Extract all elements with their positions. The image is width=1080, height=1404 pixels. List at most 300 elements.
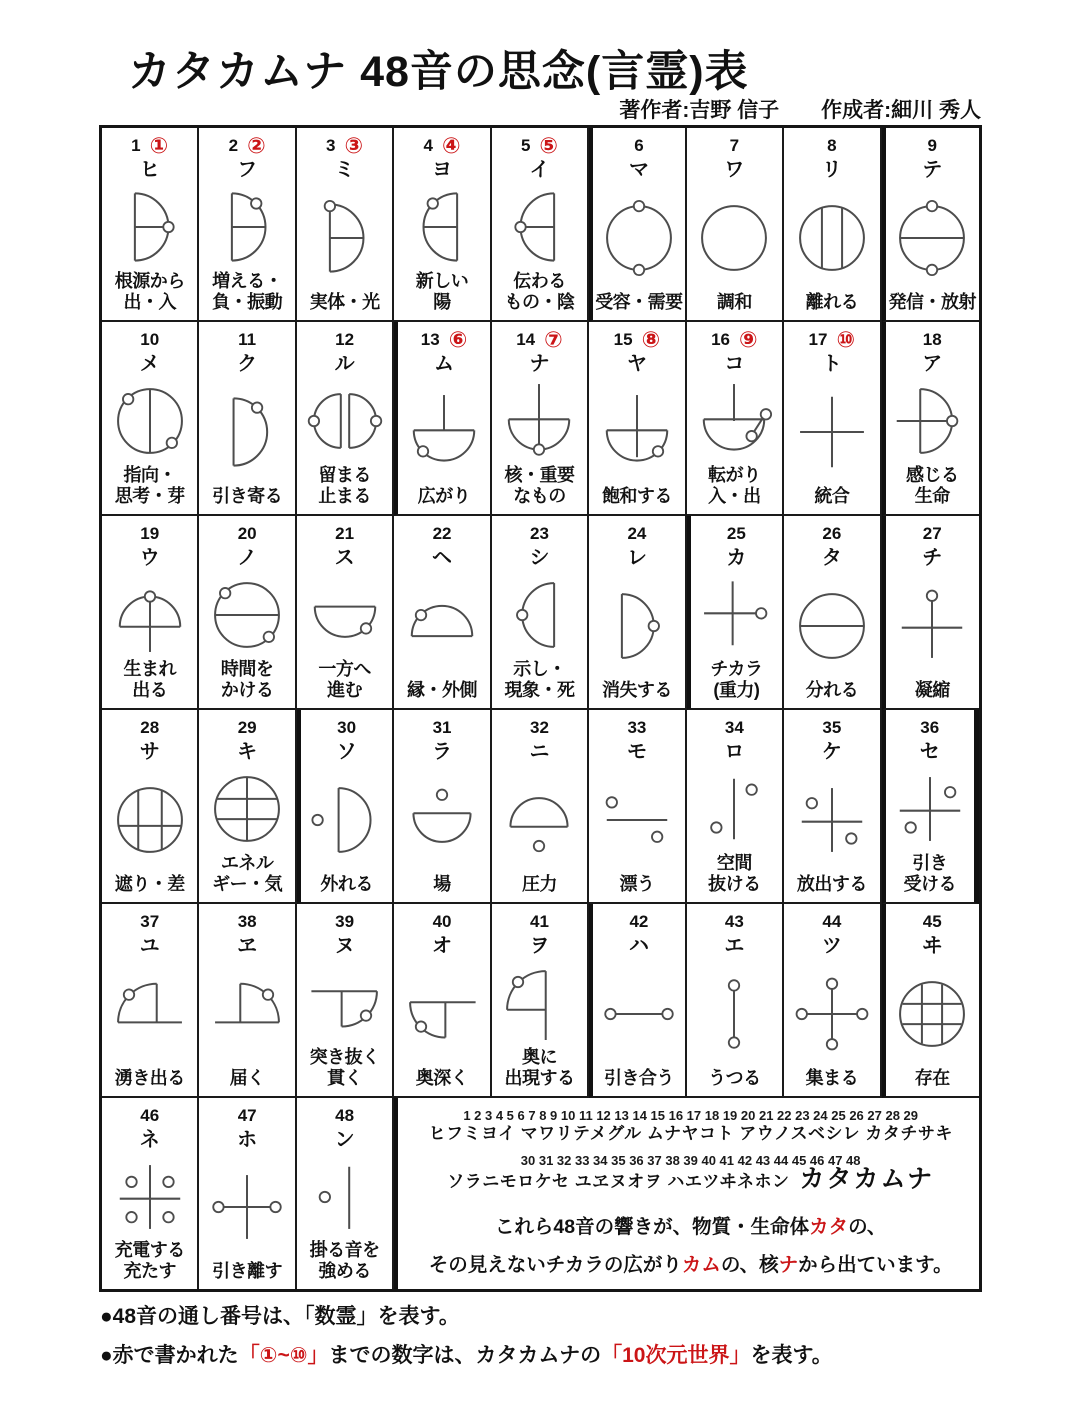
cell-kana: オ <box>432 935 453 957</box>
cell-number-row <box>140 327 159 352</box>
cell-number-row <box>421 327 468 352</box>
cell-meaning: 飽和する <box>601 486 672 506</box>
cell-kana: フ <box>237 159 258 181</box>
katakamuna-glyph-39-icon <box>303 961 387 1045</box>
song-number-line-2: 30 31 32 33 34 35 36 37 38 39 40 41 42 43 44 45 46 47 48 <box>520 1153 861 1168</box>
katakamuna-glyph-26-icon <box>790 584 874 668</box>
cell-kana: ヱ <box>237 935 258 957</box>
glyph-box <box>886 765 974 853</box>
katakamuna-glyph-18-icon <box>890 379 974 463</box>
cell-kana: テ <box>922 159 943 181</box>
cell-number: 2 <box>228 136 239 155</box>
cell-number-row <box>335 909 354 934</box>
glyph-box <box>691 571 782 659</box>
katakamuna-glyph-35-icon <box>790 778 874 862</box>
sound-cell-40 <box>394 904 491 1098</box>
cell-number: 36 <box>920 718 940 737</box>
cell-kana: ウ <box>139 547 160 569</box>
glyph-box <box>886 183 979 292</box>
glyph-box <box>394 765 489 874</box>
cell-meaning: 消失する <box>601 680 672 700</box>
katakamuna-glyph-5-icon <box>497 185 581 269</box>
cell-meaning: 漂う <box>619 874 655 894</box>
sound-cell-7 <box>687 128 784 322</box>
song-kana-line-2: ソラニモロケセ ユヱヌオヲ ハエツヰネホン カタカムナ <box>447 1165 935 1193</box>
cell-number-row <box>238 1103 257 1128</box>
glyph-box <box>492 377 587 465</box>
sound-cell-5 <box>492 128 589 322</box>
katakamuna-glyph-24-icon <box>595 584 679 668</box>
sound-cell-47 <box>199 1098 296 1289</box>
cell-number: 13 <box>420 330 440 349</box>
sound-cell-34 <box>687 710 784 904</box>
glyph-box <box>784 377 879 486</box>
cell-number-row <box>725 715 744 740</box>
cell-number: 25 <box>726 524 746 543</box>
katakamuna-glyph-32-icon <box>497 778 581 862</box>
sound-cell-18 <box>882 322 979 516</box>
cell-meaning: 凝縮 <box>914 680 950 700</box>
sound-cell-41 <box>492 904 589 1098</box>
cell-kana: セ <box>919 741 940 763</box>
cell-number-row <box>140 521 159 546</box>
katakamuna-glyph-15-icon <box>595 390 679 474</box>
sound-cell-21 <box>297 516 394 710</box>
sound-cell-38 <box>199 904 296 1098</box>
cell-number: 14 <box>516 330 536 349</box>
cell-number: 22 <box>432 524 452 543</box>
cell-number: 32 <box>530 718 549 737</box>
glyph-box <box>394 959 489 1068</box>
cell-kana: ヒ <box>139 159 160 181</box>
cell-meaning: 感じる 生命 <box>906 465 959 506</box>
cell-kana: ク <box>237 353 258 375</box>
cell-kana: ナ <box>529 353 550 375</box>
cell-number: 17 <box>808 330 828 349</box>
cell-number-row <box>140 1103 159 1128</box>
cell-number-row <box>530 521 549 546</box>
glyph-box <box>297 183 392 292</box>
cell-number-row <box>229 133 266 158</box>
cell-kana: ハ <box>628 935 649 957</box>
katakamuna-glyph-47-icon <box>205 1165 289 1249</box>
glyph-box <box>102 765 197 874</box>
cell-number: 11 <box>238 330 257 349</box>
cell-meaning: 時間を かける <box>220 659 274 700</box>
cell-meaning: 突き抜く 貫く <box>309 1047 380 1088</box>
sentence1-segment: の、 <box>848 1216 887 1238</box>
cell-number: 40 <box>432 912 452 931</box>
cell-number: 7 <box>729 136 740 155</box>
cell-number: 27 <box>922 524 942 543</box>
katakamuna-glyph-45-icon <box>890 972 974 1056</box>
katakamuna-glyph-31-icon <box>400 778 484 862</box>
glyph-box <box>199 1153 294 1261</box>
circled-dimension-number: ② <box>247 132 266 158</box>
cell-number: 37 <box>140 912 160 931</box>
cell-number-row <box>923 327 942 352</box>
cell-number-row <box>335 327 354 352</box>
sound-cell-27 <box>882 516 979 710</box>
cell-kana: ヲ <box>529 935 550 957</box>
katakamuna-glyph-10-icon <box>108 379 192 463</box>
glyph-box <box>199 183 294 271</box>
katakamuna-glyph-33-icon <box>595 778 679 862</box>
cell-kana: シ <box>529 547 550 569</box>
katakamuna-glyph-43-icon <box>692 972 776 1056</box>
cell-kana: リ <box>821 159 842 181</box>
katakamuna-glyph-1-icon <box>108 185 192 269</box>
footnote-2-segment: 「①~⑩」 <box>238 1344 329 1367</box>
cell-meaning: 引き寄る <box>212 486 283 506</box>
cell-number: 3 <box>326 136 336 155</box>
cell-kana: ヤ <box>626 353 647 375</box>
cell-number-row <box>822 715 841 740</box>
sound-table <box>99 125 982 1292</box>
cell-meaning: 縁・外側 <box>407 680 478 700</box>
katakamuna-glyph-40-icon <box>400 972 484 1056</box>
glyph-box <box>297 1153 392 1240</box>
circled-dimension-number: ⑦ <box>544 326 563 352</box>
cell-number-row <box>827 133 836 158</box>
cell-meaning: 核・重要 なもの <box>504 465 575 506</box>
cell-number: 43 <box>724 912 744 931</box>
cell-kana: ニ <box>529 741 550 763</box>
cell-number: 39 <box>335 912 355 931</box>
katakamuna-glyph-6-icon <box>597 196 681 280</box>
circled-dimension-number: ⑨ <box>739 326 758 352</box>
cell-number-row <box>238 521 257 546</box>
glyph-box <box>199 959 294 1068</box>
glyph-box <box>199 377 294 486</box>
katakamuna-glyph-36-icon <box>888 767 972 851</box>
katakamuna-glyph-17-icon <box>790 390 874 474</box>
cell-number: 19 <box>140 524 160 543</box>
cell-meaning: 引き 受ける <box>903 853 957 894</box>
cell-meaning: 空間 抜ける <box>708 853 761 894</box>
glyph-box <box>593 183 684 292</box>
cell-meaning: 留まる 止まる <box>318 465 371 506</box>
cell-number: 38 <box>237 912 257 931</box>
katakamuna-glyph-9-icon <box>890 196 974 280</box>
cell-kana: ミ <box>334 159 355 181</box>
page-title: カタカムナ 48音の思念(言霊)表 <box>128 48 749 96</box>
sound-cell-44 <box>784 904 881 1098</box>
cell-meaning: 受容・需要 <box>595 292 683 312</box>
cell-meaning: 場 <box>433 874 451 894</box>
cell-number-row <box>423 133 460 158</box>
song-kana-line-1: ヒフミヨイ マワリテメグル ムナヤコト アウノスベシレ カタチサキ <box>428 1124 953 1143</box>
katakamuna-glyph-20-icon <box>205 573 289 657</box>
footnote-1 <box>100 1300 833 1330</box>
cell-number: 30 <box>337 718 357 737</box>
cell-number: 46 <box>140 1106 160 1125</box>
cell-kana: ア <box>922 353 943 375</box>
cell-number-row <box>627 715 646 740</box>
cell-number-row <box>140 909 159 934</box>
glyph-box <box>492 571 587 659</box>
cell-meaning: 掛る音を 強める <box>309 1240 380 1281</box>
cell-number: 45 <box>922 912 942 931</box>
cell-number: 21 <box>335 524 355 543</box>
sound-cell-36 <box>882 710 979 904</box>
cell-number-row <box>433 521 452 546</box>
cell-number: 1 <box>131 136 141 155</box>
sound-cell-45 <box>882 904 979 1098</box>
cell-kana: ヨ <box>432 159 453 181</box>
cell-number-row <box>238 909 257 934</box>
cell-meaning: 伝わる もの・陰 <box>504 271 575 312</box>
glyph-box <box>492 765 587 874</box>
glyph-box <box>784 571 879 680</box>
cell-number-row <box>516 327 563 352</box>
cell-meaning: 引き離す <box>212 1261 283 1281</box>
cell-kana: ホ <box>237 1129 258 1151</box>
cell-kana: ン <box>334 1129 355 1151</box>
cell-number: 44 <box>822 912 842 931</box>
song-number-line-1: 1 2 3 4 5 6 7 8 9 10 11 12 13 14 15 16 17 18 19 20 21 22 23 24 25 26 27 28 29 <box>463 1108 918 1123</box>
cell-number-row <box>140 715 159 740</box>
cell-number-row <box>433 909 452 934</box>
katakamuna-glyph-19-icon <box>108 573 192 657</box>
cell-number-row <box>335 1103 354 1128</box>
sound-cell-8 <box>784 128 881 322</box>
glyph-box <box>102 571 197 659</box>
glyph-box <box>784 765 879 874</box>
cell-kana: ラ <box>432 741 453 763</box>
cell-number: 23 <box>530 524 549 543</box>
credits-line: 著作者:吉野 信子 作成者:細川 秀人 <box>619 99 981 122</box>
katakamuna-glyph-37-icon <box>108 972 192 1056</box>
glyph-box <box>687 377 782 465</box>
katakamuna-glyph-41-icon <box>497 961 581 1045</box>
cell-meaning: 示し・ 現象・死 <box>504 659 575 700</box>
cell-kana: ヰ <box>922 935 943 957</box>
cell-kana: ヘ <box>432 547 453 569</box>
cell-number-row <box>326 133 363 158</box>
glyph-box <box>687 765 782 853</box>
cell-kana: ユ <box>139 935 160 957</box>
sound-cell-33 <box>589 710 686 904</box>
cell-meaning: 充電する 充たす <box>114 1240 185 1281</box>
glyph-box <box>102 959 197 1068</box>
cell-kana: チ <box>922 547 943 569</box>
glyph-box <box>492 959 587 1047</box>
cell-number: 16 <box>711 330 731 349</box>
cell-number-row <box>433 715 452 740</box>
glyph-box <box>492 183 587 271</box>
sound-cell-31 <box>394 710 491 904</box>
circled-dimension-number: ⑥ <box>448 326 468 352</box>
cell-kana: ト <box>821 353 842 375</box>
cell-kana: エ <box>724 935 745 957</box>
sound-cell-4 <box>394 128 491 322</box>
cell-meaning: 増える・ 負・振動 <box>212 271 283 312</box>
cell-kana: マ <box>628 159 649 181</box>
cell-kana: ヌ <box>334 935 355 957</box>
cell-number: 48 <box>335 1106 355 1125</box>
katakamuna-glyph-16-icon <box>692 379 776 463</box>
sound-cell-30 <box>297 710 394 904</box>
cell-number: 6 <box>634 136 644 155</box>
glyph-box <box>784 959 879 1068</box>
cell-kana: モ <box>626 741 647 763</box>
katakamuna-glyph-11-icon <box>205 390 289 474</box>
cell-meaning: 広がり <box>417 486 471 506</box>
sound-cell-28 <box>102 710 199 904</box>
sound-cell-11 <box>199 322 296 516</box>
sentence2-segment: の、核 <box>720 1254 779 1276</box>
glyph-box <box>784 183 879 292</box>
cell-number: 24 <box>627 524 647 543</box>
cell-meaning: 実体・光 <box>309 292 380 312</box>
cell-number-row <box>131 133 168 158</box>
katakamuna-glyph-46-icon <box>108 1155 192 1239</box>
cell-number: 10 <box>140 330 160 349</box>
cell-kana: ス <box>334 547 355 569</box>
sound-cell-46 <box>102 1098 199 1289</box>
explanation-sentence-2 <box>429 1253 953 1277</box>
sound-cell-35 <box>784 710 881 904</box>
glyph-box <box>297 377 392 465</box>
cell-number: 47 <box>237 1106 257 1125</box>
sentence2-segment: その見えないチカラの広がり <box>428 1254 682 1276</box>
sound-cell-25 <box>687 516 784 710</box>
cell-number-row <box>730 133 739 158</box>
cell-number: 12 <box>335 330 355 349</box>
cell-meaning: 離れる <box>805 292 859 312</box>
cell-meaning: 届く <box>229 1068 265 1088</box>
cell-meaning: 奥に 出現する <box>504 1047 575 1088</box>
cell-meaning: 新しい 陽 <box>415 271 469 312</box>
cell-kana: レ <box>626 547 647 569</box>
katakamuna-glyph-27-icon <box>890 584 974 668</box>
cell-number: 20 <box>237 524 257 543</box>
sound-cell-24 <box>589 516 686 710</box>
cell-meaning: 奥深く <box>415 1068 469 1088</box>
sound-cell-1 <box>102 128 199 322</box>
explanation-sentence-1 <box>495 1215 886 1239</box>
sound-cell-39 <box>297 904 394 1098</box>
katakamuna-glyph-42-icon <box>597 972 681 1056</box>
sound-cell-20 <box>199 516 296 710</box>
katakamuna-glyph-13-icon <box>402 390 486 474</box>
sound-cell-32 <box>492 710 589 904</box>
cell-number-row <box>530 909 549 934</box>
glyph-box <box>102 183 197 271</box>
sound-cell-48 <box>297 1098 394 1289</box>
katakamuna-glyph-38-icon <box>205 972 289 1056</box>
katakamuna-word: カタカムナ <box>799 1165 935 1193</box>
cell-number: 34 <box>724 718 744 737</box>
cell-kana: ワ <box>724 159 745 181</box>
cell-number-row <box>809 327 856 352</box>
footnote-2-segment: ●赤で書かれた <box>100 1344 239 1367</box>
footnotes <box>100 1300 833 1378</box>
cell-number-row <box>725 909 744 934</box>
cell-number: 41 <box>530 912 549 931</box>
sound-cell-19 <box>102 516 199 710</box>
cell-number: 5 <box>520 136 531 155</box>
cell-number-row <box>629 909 648 934</box>
cell-number: 42 <box>629 912 649 931</box>
cell-number: 35 <box>822 718 842 737</box>
cell-number: 33 <box>627 718 647 737</box>
circled-dimension-number: ⑩ <box>836 326 856 352</box>
cell-number-row <box>920 715 939 740</box>
cell-kana: コ <box>724 353 745 375</box>
song-text-block <box>394 1098 979 1289</box>
sentence1-segment: カタ <box>809 1216 849 1238</box>
cell-meaning: 指向・ 思考・芽 <box>114 465 185 506</box>
cell-meaning: 転がり 入・出 <box>708 465 761 506</box>
circled-dimension-number: ④ <box>441 132 461 158</box>
footnote-1-segment: ●48音の通し番号は、「数霊」を表す。 <box>100 1305 460 1328</box>
cell-meaning: うつる <box>708 1068 761 1088</box>
circled-dimension-number: ① <box>149 132 169 158</box>
cell-number: 31 <box>432 718 452 737</box>
katakamuna-glyph-14-icon <box>497 379 581 463</box>
katakamuna-glyph-7-icon <box>692 196 776 280</box>
katakamuna-glyph-12-icon <box>303 379 387 463</box>
cell-number-row <box>530 715 549 740</box>
glyph-box <box>589 765 684 874</box>
circled-dimension-number: ③ <box>344 132 364 158</box>
cell-meaning: 発信・放射 <box>888 292 977 312</box>
glyph-box <box>687 959 782 1068</box>
glyph-box <box>102 1153 197 1240</box>
katakamuna-glyph-29-icon <box>205 767 289 851</box>
cell-meaning: 統合 <box>814 486 850 506</box>
glyph-box <box>102 377 197 465</box>
katakamuna-glyph-44-icon <box>790 972 874 1056</box>
sound-cell-6 <box>589 128 686 322</box>
cell-kana: ケ <box>821 741 842 763</box>
sound-cell-37 <box>102 904 199 1098</box>
sound-cell-16 <box>687 322 784 516</box>
glyph-box <box>394 183 489 271</box>
katakamuna-glyph-48-icon <box>303 1155 387 1239</box>
cell-kana: カ <box>726 547 747 569</box>
cell-kana: ネ <box>139 1129 160 1151</box>
cell-meaning: 引き合う <box>603 1068 674 1088</box>
sound-cell-22 <box>394 516 491 710</box>
cell-kana: ノ <box>237 547 258 569</box>
glyph-box <box>589 571 684 680</box>
katakamuna-glyph-34-icon <box>692 767 776 851</box>
sound-cell-10 <box>102 322 199 516</box>
katakamuna-glyph-23-icon <box>497 573 581 657</box>
cell-meaning: 外れる <box>320 874 373 894</box>
cell-number-row <box>337 715 356 740</box>
cell-number-row <box>634 133 643 158</box>
sound-cell-9 <box>882 128 979 322</box>
cell-kana: ツ <box>821 935 842 957</box>
sound-cell-26 <box>784 516 881 710</box>
cell-number-row <box>521 133 558 158</box>
sentence2-segment: から出ています。 <box>798 1254 953 1276</box>
katakamuna-glyph-30-icon <box>305 778 389 862</box>
footnote-2-segment: 「10次元世界」 <box>601 1344 751 1367</box>
cell-kana: タ <box>821 547 842 569</box>
cell-number-row <box>711 327 758 352</box>
cell-meaning: 存在 <box>914 1068 950 1088</box>
katakamuna-glyph-28-icon <box>108 778 192 862</box>
glyph-box <box>297 571 392 659</box>
katakamuna-glyph-22-icon <box>400 584 484 668</box>
cell-meaning: 圧力 <box>521 874 557 894</box>
cell-number: 28 <box>140 718 160 737</box>
